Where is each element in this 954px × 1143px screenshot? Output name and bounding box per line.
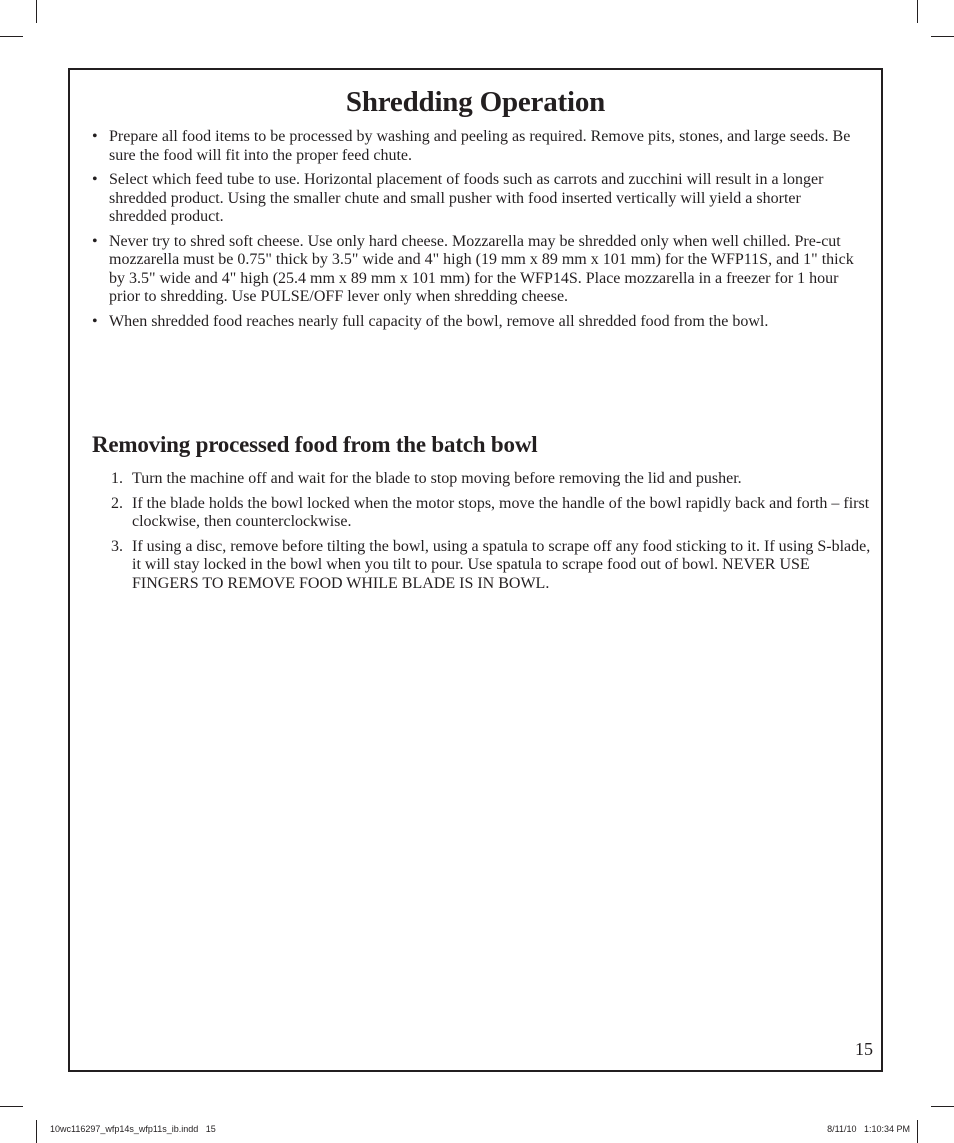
list-item — [92, 171, 862, 227]
bullet-icon: • — [92, 128, 98, 145]
shredding-instructions-list — [92, 128, 862, 337]
step-text: If the blade holds the bowl locked when the motor stops, move the handle of the bowl rapidly back and forth – first clockwise, then counterclockwise. — [132, 494, 870, 530]
step-number: 2. — [111, 494, 123, 512]
step-text: If using a disc, remove before tilting the bowl, using a spatula to scrape off any food sticking to it. If using S-blade, it will stay locked in the bowl when you tilt to pour. Use spatula to scrape food out of bowl. NEVER USE FINGERS TO REMOVE FOOD WHILE BLADE IS IN BOWL. — [132, 537, 871, 592]
print-slug-filename: 10wc116297_wfp14s_wfp11s_ib.indd 15 — [50, 1124, 216, 1134]
list-item — [92, 233, 862, 307]
step-text: Turn the machine off and wait for the blade to stop moving before removing the lid and pusher. — [132, 470, 742, 487]
list-item-text: Select which feed tube to use. Horizontal placement of foods such as carrots and zucchini will result in a longer shredded product. Using the smaller chute and small pusher with food inserted vertically will yield a shorter shredded product. — [109, 171, 824, 225]
crop-mark-bottom-left-vertical — [36, 1120, 37, 1143]
step-number: 1. — [111, 470, 123, 487]
crop-mark-top-left-vertical — [36, 0, 37, 23]
page-frame — [68, 68, 883, 1072]
bullet-icon: • — [92, 312, 98, 330]
step-item — [111, 538, 871, 594]
page-title: Shredding Operation — [345, 86, 606, 118]
crop-mark-bottom-right-horizontal — [931, 1106, 954, 1107]
page-number: 15 — [855, 1039, 873, 1059]
step-item — [111, 470, 871, 489]
list-item — [92, 313, 862, 332]
list-item-text: Prepare all food items to be processed by washing and peeling as required. Remove pits, stones, and large seeds. Be sure the food will fit into the proper feed chute. — [109, 128, 851, 164]
step-item — [111, 495, 871, 532]
removal-steps-list — [111, 470, 871, 599]
list-item — [92, 128, 862, 165]
crop-mark-top-left-horizontal — [0, 36, 23, 37]
crop-mark-top-right-horizontal — [931, 36, 954, 37]
list-item-text: When shredded food reaches nearly full capacity of the bowl, remove all shredded food from the bowl. — [109, 312, 769, 330]
section-title: Removing processed food from the batch bowl — [92, 432, 538, 457]
bullet-icon: • — [92, 232, 98, 250]
print-slug-timestamp: 8/11/10 1:10:34 PM — [827, 1124, 910, 1134]
crop-mark-top-right-vertical — [917, 0, 918, 23]
crop-mark-bottom-left-horizontal — [0, 1106, 23, 1107]
crop-mark-bottom-right-vertical — [917, 1120, 918, 1143]
bullet-icon: • — [92, 171, 98, 188]
list-item-text: Never try to shred soft cheese. Use only hard cheese. Mozzarella may be shredded only when well chilled. Pre-cut mozzarella must be 0.75" thick by 3.5" wide and 4" high (19 mm x 89 mm x 101 mm) for the WFP11S, and 1" thick by 3.5" wide and 4" high (25.4 mm x 89 mm x 101 mm) for the WFP14S. Place mozzarella in a freezer for 1 hour prior to shredding. Use PULSE/OFF lever only when shredding cheese. — [109, 232, 854, 305]
step-number: 3. — [111, 537, 123, 555]
